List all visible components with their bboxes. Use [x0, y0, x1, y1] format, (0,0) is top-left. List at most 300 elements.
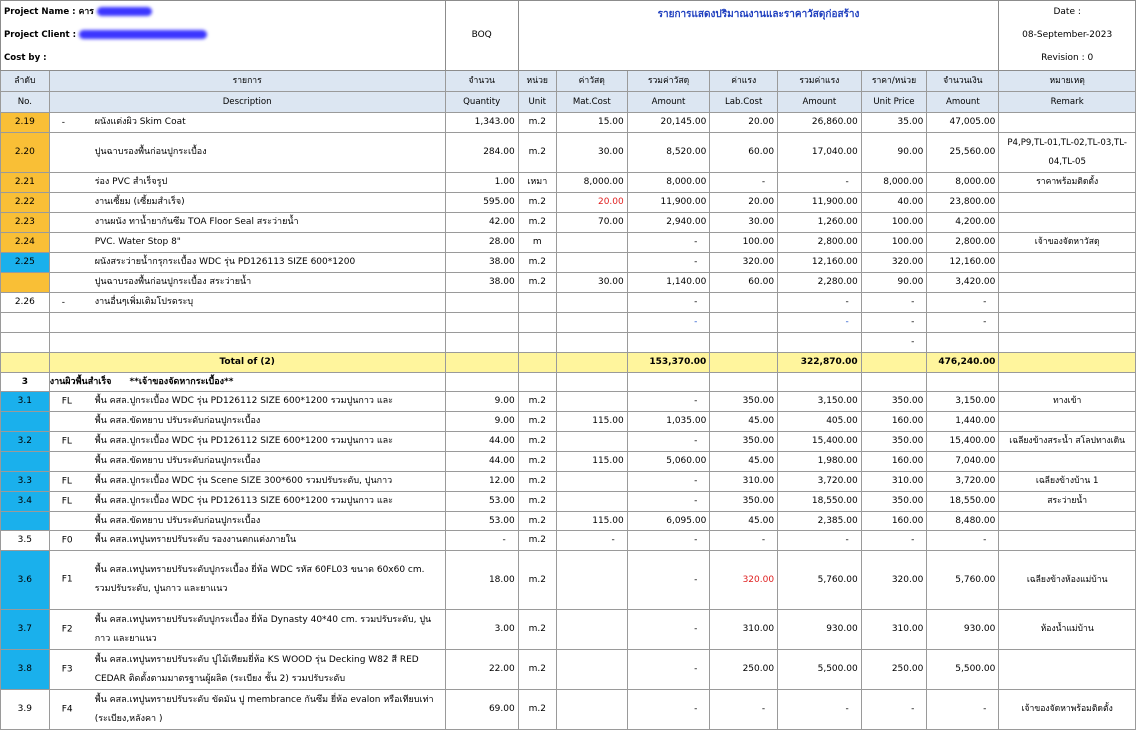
- item-number[interactable]: 3.2: [1, 432, 50, 452]
- cell-lamt[interactable]: 2,280.00: [778, 273, 862, 293]
- total-blank-cell[interactable]: [445, 353, 518, 373]
- item-description[interactable]: [49, 610, 445, 650]
- cell-amt[interactable]: [927, 333, 999, 353]
- item-description[interactable]: [49, 213, 445, 233]
- cell-unit[interactable]: m.2: [518, 472, 556, 492]
- item-remark[interactable]: สระว่ายน้ำ: [999, 492, 1136, 512]
- item-description[interactable]: [49, 531, 445, 551]
- table-row: [1, 472, 1136, 492]
- cell-lab[interactable]: -: [710, 531, 778, 551]
- cell-lab[interactable]: 350.00: [710, 432, 778, 452]
- total-label[interactable]: Total of (2): [49, 353, 445, 373]
- item-description-text: พื้น คสล.ขัดหยาบ ปรับระดับก่อนปูกระเบื้อง: [94, 416, 261, 426]
- item-number[interactable]: 3.5: [1, 531, 50, 551]
- cell-qty[interactable]: 38.00: [445, 253, 518, 273]
- cell-mat[interactable]: [556, 472, 627, 492]
- item-remark[interactable]: [999, 273, 1136, 293]
- cell-lamt[interactable]: 3,720.00: [778, 472, 862, 492]
- cell-unit[interactable]: m.2: [518, 213, 556, 233]
- cell-amt[interactable]: 47,005.00: [927, 113, 999, 133]
- cell-amt[interactable]: 12,160.00: [927, 253, 999, 273]
- cell-mat[interactable]: 70.00: [556, 213, 627, 233]
- cell-unit[interactable]: m.2: [518, 273, 556, 293]
- item-number[interactable]: 2.20: [1, 133, 50, 173]
- item-remark[interactable]: [999, 412, 1136, 432]
- cell-lamt[interactable]: 17,040.00: [778, 133, 862, 173]
- item-description[interactable]: [49, 293, 445, 313]
- cell-up[interactable]: 160.00: [861, 452, 927, 472]
- section-blank-cell[interactable]: [927, 373, 999, 392]
- item-remark[interactable]: [999, 452, 1136, 472]
- cell-lab[interactable]: 320.00: [710, 253, 778, 273]
- cell-mamt[interactable]: [627, 333, 710, 353]
- cell-amt[interactable]: -: [927, 293, 999, 313]
- cell-amt[interactable]: 930.00: [927, 610, 999, 650]
- item-remark[interactable]: [999, 650, 1136, 690]
- cell-unit[interactable]: m.2: [518, 452, 556, 472]
- cell-amt[interactable]: -: [927, 313, 999, 333]
- cell-mamt[interactable]: 8,520.00: [627, 133, 710, 173]
- cell-mat[interactable]: [556, 650, 627, 690]
- total-blank-cell[interactable]: [861, 353, 927, 373]
- cell-lamt[interactable]: 18,550.00: [778, 492, 862, 512]
- cell-up[interactable]: 40.00: [861, 193, 927, 213]
- cell-mat[interactable]: [556, 392, 627, 412]
- cell-unit[interactable]: m.2: [518, 253, 556, 273]
- cell-lab[interactable]: [710, 313, 778, 333]
- cell-mat[interactable]: 30.00: [556, 273, 627, 293]
- item-description[interactable]: [49, 193, 445, 213]
- doc-type: BOQ: [445, 1, 518, 71]
- total-no-cell[interactable]: [1, 353, 50, 373]
- cell-mamt[interactable]: -: [627, 531, 710, 551]
- cell-mamt[interactable]: 5,060.00: [627, 452, 710, 472]
- total-blank-cell[interactable]: [710, 353, 778, 373]
- section-blank-cell[interactable]: [518, 373, 556, 392]
- cell-amt[interactable]: 23,800.00: [927, 193, 999, 213]
- cell-lab[interactable]: -: [710, 173, 778, 193]
- item-number[interactable]: [1, 313, 50, 333]
- cell-mamt[interactable]: 1,140.00: [627, 273, 710, 293]
- item-number[interactable]: 2.24: [1, 233, 50, 253]
- cell-lab[interactable]: 20.00: [710, 193, 778, 213]
- item-number[interactable]: [1, 512, 50, 531]
- cell-lamt[interactable]: 11,900.00: [778, 193, 862, 213]
- item-description[interactable]: [49, 551, 445, 610]
- cell-qty[interactable]: 44.00: [445, 452, 518, 472]
- cell-lamt[interactable]: -: [778, 313, 862, 333]
- cell-mat[interactable]: [556, 432, 627, 452]
- cell-qty[interactable]: 38.00: [445, 273, 518, 293]
- cell-lamt[interactable]: -: [778, 690, 862, 730]
- section-blank-cell[interactable]: [861, 373, 927, 392]
- cell-unit[interactable]: [518, 293, 556, 313]
- cell-amt[interactable]: 25,560.00: [927, 133, 999, 173]
- col-unit-en: Unit: [518, 92, 556, 113]
- cell-lab[interactable]: 250.00: [710, 650, 778, 690]
- cell-mat[interactable]: [556, 492, 627, 512]
- item-description-text: พื้น คสล.ปูกระเบื้อง WDC รุ่น PD126112 SIZE 600*1200 รวมปูนกาว และ: [94, 436, 393, 446]
- cell-lamt[interactable]: 26,860.00: [778, 113, 862, 133]
- cell-lamt[interactable]: 2,385.00: [778, 512, 862, 531]
- cell-qty[interactable]: -: [445, 531, 518, 551]
- item-number[interactable]: 3.6: [1, 551, 50, 610]
- item-number[interactable]: [1, 452, 50, 472]
- cell-mamt[interactable]: -: [627, 551, 710, 610]
- cell-lab[interactable]: 100.00: [710, 233, 778, 253]
- cell-lab[interactable]: 310.00: [710, 610, 778, 650]
- cell-unit[interactable]: เหมา: [518, 173, 556, 193]
- section-blank-cell[interactable]: [556, 373, 627, 392]
- cell-lab[interactable]: 350.00: [710, 392, 778, 412]
- item-number[interactable]: 3.4: [1, 492, 50, 512]
- cell-amt[interactable]: 3,150.00: [927, 392, 999, 412]
- cell-mamt[interactable]: -: [627, 253, 710, 273]
- total-blank-cell[interactable]: [999, 353, 1136, 373]
- item-description[interactable]: [49, 133, 445, 173]
- cell-lab[interactable]: 60.00: [710, 273, 778, 293]
- cell-mat[interactable]: [556, 233, 627, 253]
- section-blank-cell[interactable]: [999, 373, 1136, 392]
- col-up-en: Unit Price: [861, 92, 927, 113]
- cell-up[interactable]: 8,000.00: [861, 173, 927, 193]
- cell-unit[interactable]: m.2: [518, 690, 556, 730]
- cell-lab[interactable]: 320.00: [710, 551, 778, 610]
- cell-up[interactable]: 310.00: [861, 610, 927, 650]
- item-remark[interactable]: [999, 333, 1136, 353]
- item-description[interactable]: [49, 492, 445, 512]
- item-number[interactable]: 3.7: [1, 610, 50, 650]
- item-number[interactable]: 3.8: [1, 650, 50, 690]
- cell-lamt[interactable]: -: [778, 531, 862, 551]
- item-number[interactable]: 2.22: [1, 193, 50, 213]
- cell-lamt[interactable]: [778, 333, 862, 353]
- cell-lamt[interactable]: 5,760.00: [778, 551, 862, 610]
- item-code: -: [61, 297, 65, 307]
- cell-up[interactable]: -: [861, 531, 927, 551]
- item-description[interactable]: [49, 650, 445, 690]
- cell-lab[interactable]: 20.00: [710, 113, 778, 133]
- item-description[interactable]: [49, 472, 445, 492]
- cell-up[interactable]: 160.00: [861, 512, 927, 531]
- cell-mat[interactable]: -: [556, 531, 627, 551]
- cell-mamt[interactable]: 8,000.00: [627, 173, 710, 193]
- cell-lamt[interactable]: 3,150.00: [778, 392, 862, 412]
- item-description[interactable]: [49, 253, 445, 273]
- cell-up[interactable]: -: [861, 333, 927, 353]
- cell-mamt[interactable]: 2,940.00: [627, 213, 710, 233]
- cell-qty[interactable]: 28.00: [445, 233, 518, 253]
- col-lamt-th: รวมค่าแรง: [778, 71, 862, 92]
- cell-unit[interactable]: m.2: [518, 551, 556, 610]
- cell-up[interactable]: 160.00: [861, 412, 927, 432]
- cell-qty[interactable]: 3.00: [445, 610, 518, 650]
- cell-qty[interactable]: 9.00: [445, 412, 518, 432]
- cell-lab[interactable]: 30.00: [710, 213, 778, 233]
- item-code: F0: [61, 535, 73, 545]
- cell-mat[interactable]: [556, 253, 627, 273]
- item-remark[interactable]: ราคาพร้อมติดตั้ง: [999, 173, 1136, 193]
- cell-mat[interactable]: [556, 690, 627, 730]
- table-row: [1, 690, 1136, 730]
- cell-amt[interactable]: -: [927, 531, 999, 551]
- cell-lamt[interactable]: 15,400.00: [778, 432, 862, 452]
- item-remark[interactable]: เฉลียงข้างสระน้ำ สโลปทางเดิน: [999, 432, 1136, 452]
- total-amount[interactable]: 476,240.00: [927, 353, 999, 373]
- item-number[interactable]: 2.23: [1, 213, 50, 233]
- item-remark[interactable]: [999, 213, 1136, 233]
- cell-mat[interactable]: [556, 293, 627, 313]
- cell-up[interactable]: -: [861, 313, 927, 333]
- cell-amt[interactable]: 8,480.00: [927, 512, 999, 531]
- cell-amt[interactable]: 3,720.00: [927, 472, 999, 492]
- section-blank-cell[interactable]: [445, 373, 518, 392]
- cell-mamt[interactable]: 1,035.00: [627, 412, 710, 432]
- cell-unit[interactable]: m.2: [518, 531, 556, 551]
- item-description[interactable]: [49, 512, 445, 531]
- item-remark[interactable]: [999, 293, 1136, 313]
- item-description[interactable]: [49, 233, 445, 253]
- cell-up[interactable]: -: [861, 293, 927, 313]
- cell-amt[interactable]: 3,420.00: [927, 273, 999, 293]
- cell-lab[interactable]: 45.00: [710, 452, 778, 472]
- item-description[interactable]: [49, 392, 445, 412]
- cell-mat[interactable]: [556, 610, 627, 650]
- cell-unit[interactable]: [518, 333, 556, 353]
- cell-up[interactable]: 310.00: [861, 472, 927, 492]
- cell-unit[interactable]: m.2: [518, 512, 556, 531]
- item-code: FL: [61, 396, 72, 406]
- item-remark[interactable]: [999, 512, 1136, 531]
- item-description[interactable]: [49, 313, 445, 333]
- cell-mamt[interactable]: -: [627, 472, 710, 492]
- cell-qty[interactable]: 18.00: [445, 551, 518, 610]
- cell-mat[interactable]: 115.00: [556, 412, 627, 432]
- cell-mamt[interactable]: -: [627, 432, 710, 452]
- cell-mat[interactable]: 8,000.00: [556, 173, 627, 193]
- cell-mat[interactable]: 20.00: [556, 193, 627, 213]
- cell-qty[interactable]: 284.00: [445, 133, 518, 173]
- cell-lab[interactable]: 310.00: [710, 472, 778, 492]
- cell-up[interactable]: -: [861, 690, 927, 730]
- section-number[interactable]: 3: [1, 373, 50, 392]
- cell-up[interactable]: 35.00: [861, 113, 927, 133]
- cell-mamt[interactable]: -: [627, 313, 710, 333]
- item-description[interactable]: [49, 113, 445, 133]
- cell-mamt[interactable]: -: [627, 293, 710, 313]
- item-number[interactable]: [1, 333, 50, 353]
- item-remark[interactable]: P4,P9,TL-01,TL-02,TL-03,TL-04,TL-05: [999, 133, 1136, 173]
- item-remark[interactable]: เฉลียงข้างห้องแม่บ้าน: [999, 551, 1136, 610]
- cell-mamt[interactable]: -: [627, 650, 710, 690]
- cell-up[interactable]: 320.00: [861, 253, 927, 273]
- cell-mat[interactable]: [556, 313, 627, 333]
- cell-lamt[interactable]: -: [778, 293, 862, 313]
- cell-amt[interactable]: 15,400.00: [927, 432, 999, 452]
- cell-mamt[interactable]: -: [627, 392, 710, 412]
- item-remark[interactable]: [999, 313, 1136, 333]
- cell-amt[interactable]: 5,500.00: [927, 650, 999, 690]
- cell-unit[interactable]: m.2: [518, 650, 556, 690]
- cell-up[interactable]: 100.00: [861, 233, 927, 253]
- item-number[interactable]: 2.19: [1, 113, 50, 133]
- total-labor-amount[interactable]: 322,870.00: [778, 353, 862, 373]
- table-row: [1, 213, 1136, 233]
- table-row: [1, 412, 1136, 432]
- cell-up[interactable]: 90.00: [861, 133, 927, 173]
- cell-amt[interactable]: 18,550.00: [927, 492, 999, 512]
- cell-amt[interactable]: 7,040.00: [927, 452, 999, 472]
- cell-qty[interactable]: 9.00: [445, 392, 518, 412]
- item-number[interactable]: 3.3: [1, 472, 50, 492]
- cell-up[interactable]: 320.00: [861, 551, 927, 610]
- item-code: FL: [61, 496, 72, 506]
- project-name-label: Project Name :: [4, 6, 76, 17]
- cell-qty[interactable]: 53.00: [445, 512, 518, 531]
- cell-lab[interactable]: 45.00: [710, 512, 778, 531]
- cell-mat[interactable]: [556, 333, 627, 353]
- total-material-amount[interactable]: 153,370.00: [627, 353, 710, 373]
- cell-qty[interactable]: 69.00: [445, 690, 518, 730]
- item-description[interactable]: [49, 173, 445, 193]
- item-number[interactable]: 3.9: [1, 690, 50, 730]
- cell-lab[interactable]: 350.00: [710, 492, 778, 512]
- cell-lamt[interactable]: 12,160.00: [778, 253, 862, 273]
- cell-amt[interactable]: 1,440.00: [927, 412, 999, 432]
- cell-lamt[interactable]: 5,500.00: [778, 650, 862, 690]
- item-remark[interactable]: [999, 531, 1136, 551]
- item-remark[interactable]: [999, 253, 1136, 273]
- cell-lamt[interactable]: 1,980.00: [778, 452, 862, 472]
- cell-qty[interactable]: [445, 293, 518, 313]
- cell-qty[interactable]: 12.00: [445, 472, 518, 492]
- cell-mat[interactable]: [556, 551, 627, 610]
- item-description[interactable]: [49, 412, 445, 432]
- cell-amt[interactable]: 4,200.00: [927, 213, 999, 233]
- cell-mat[interactable]: 115.00: [556, 512, 627, 531]
- cell-mat[interactable]: 115.00: [556, 452, 627, 472]
- cell-up[interactable]: 90.00: [861, 273, 927, 293]
- item-remark[interactable]: ทางเข้า: [999, 392, 1136, 412]
- item-number[interactable]: [1, 412, 50, 432]
- cell-unit[interactable]: m.2: [518, 492, 556, 512]
- total-blank-cell[interactable]: [518, 353, 556, 373]
- cell-amt[interactable]: 5,760.00: [927, 551, 999, 610]
- cell-qty[interactable]: [445, 313, 518, 333]
- cell-lamt[interactable]: 405.00: [778, 412, 862, 432]
- cell-qty[interactable]: 44.00: [445, 432, 518, 452]
- table-row: [1, 333, 1136, 353]
- cell-lamt[interactable]: 2,800.00: [778, 233, 862, 253]
- item-description[interactable]: [49, 333, 445, 353]
- cell-mamt[interactable]: -: [627, 690, 710, 730]
- cell-unit[interactable]: [518, 313, 556, 333]
- cell-qty[interactable]: 22.00: [445, 650, 518, 690]
- item-remark[interactable]: ห้องน้ำแม่บ้าน: [999, 610, 1136, 650]
- cell-up[interactable]: 350.00: [861, 432, 927, 452]
- item-remark[interactable]: เจ้าของจัดหาวัสดุ: [999, 233, 1136, 253]
- section-blank-cell[interactable]: [627, 373, 710, 392]
- cell-lamt[interactable]: 1,260.00: [778, 213, 862, 233]
- item-remark[interactable]: เฉลียงข้างบ้าน 1: [999, 472, 1136, 492]
- cell-lamt[interactable]: -: [778, 173, 862, 193]
- cell-mamt[interactable]: 6,095.00: [627, 512, 710, 531]
- cell-lab[interactable]: -: [710, 690, 778, 730]
- cell-unit[interactable]: m.2: [518, 432, 556, 452]
- item-description[interactable]: [49, 432, 445, 452]
- cell-mamt[interactable]: -: [627, 610, 710, 650]
- cell-up[interactable]: 100.00: [861, 213, 927, 233]
- cell-lab[interactable]: 45.00: [710, 412, 778, 432]
- cell-unit[interactable]: m.2: [518, 392, 556, 412]
- table-row: [1, 432, 1136, 452]
- cell-amt[interactable]: -: [927, 690, 999, 730]
- item-number[interactable]: 2.25: [1, 253, 50, 273]
- cell-lamt[interactable]: 930.00: [778, 610, 862, 650]
- item-description-text: พื้น คสล.เทปูนทรายปรับระดับปูกระเบื้อง ยี่ห้อ WDC รหัส 60FL03 ขนาด 60x60 cm. รวมปรับระดับ, ปูนกาว และยาแนว: [94, 565, 425, 594]
- cell-unit[interactable]: m.2: [518, 133, 556, 173]
- item-description[interactable]: [49, 452, 445, 472]
- cell-lab[interactable]: [710, 293, 778, 313]
- item-remark[interactable]: [999, 193, 1136, 213]
- cell-up[interactable]: 350.00: [861, 392, 927, 412]
- section-blank-cell[interactable]: [778, 373, 862, 392]
- redacted-bar: [79, 30, 207, 39]
- cell-qty[interactable]: 595.00: [445, 193, 518, 213]
- cell-qty[interactable]: 1.00: [445, 173, 518, 193]
- cell-lab[interactable]: [710, 333, 778, 353]
- cell-unit[interactable]: m: [518, 233, 556, 253]
- item-number[interactable]: [1, 273, 50, 293]
- total-blank-cell[interactable]: [556, 353, 627, 373]
- cell-unit[interactable]: m.2: [518, 113, 556, 133]
- item-number[interactable]: 3.1: [1, 392, 50, 412]
- item-description-text: งานผนัง ทาน้ำยากันซึม TOA Floor Seal สระว่ายน้ำ: [94, 217, 299, 227]
- cell-mamt[interactable]: 11,900.00: [627, 193, 710, 213]
- item-description[interactable]: [49, 273, 445, 293]
- cell-qty[interactable]: [445, 333, 518, 353]
- cell-qty[interactable]: 1,343.00: [445, 113, 518, 133]
- item-remark[interactable]: [999, 113, 1136, 133]
- revision-label: Revision : 0: [999, 48, 1136, 71]
- item-description[interactable]: [49, 690, 445, 730]
- cell-unit[interactable]: m.2: [518, 412, 556, 432]
- cell-up[interactable]: 250.00: [861, 650, 927, 690]
- section-blank-cell[interactable]: [710, 373, 778, 392]
- item-description-text: งานอื่นๆเพิ่มเติมโปรดระบุ: [94, 297, 194, 307]
- cell-qty[interactable]: 53.00: [445, 492, 518, 512]
- item-description-text: ผนังสระว่ายน้ำกรุกระเบื้อง WDC รุ่น PD126113 SIZE 600*1200: [94, 257, 356, 267]
- cell-unit[interactable]: m.2: [518, 193, 556, 213]
- cell-unit[interactable]: m.2: [518, 610, 556, 650]
- section-title[interactable]: [49, 373, 445, 392]
- cell-mamt[interactable]: 20,145.00: [627, 113, 710, 133]
- cell-mamt[interactable]: -: [627, 492, 710, 512]
- item-remark[interactable]: เจ้าของจัดหาพร้อมติดตั้ง: [999, 690, 1136, 730]
- cell-amt[interactable]: 8,000.00: [927, 173, 999, 193]
- cell-up[interactable]: 350.00: [861, 492, 927, 512]
- item-number[interactable]: 2.26: [1, 293, 50, 313]
- cell-mat[interactable]: 15.00: [556, 113, 627, 133]
- cell-qty[interactable]: 42.00: [445, 213, 518, 233]
- item-code: F4: [61, 704, 73, 714]
- table-row: [1, 373, 1136, 392]
- cell-amt[interactable]: 2,800.00: [927, 233, 999, 253]
- item-number[interactable]: 2.21: [1, 173, 50, 193]
- cell-mamt[interactable]: -: [627, 233, 710, 253]
- cell-mat[interactable]: 30.00: [556, 133, 627, 173]
- cell-lab[interactable]: 60.00: [710, 133, 778, 173]
